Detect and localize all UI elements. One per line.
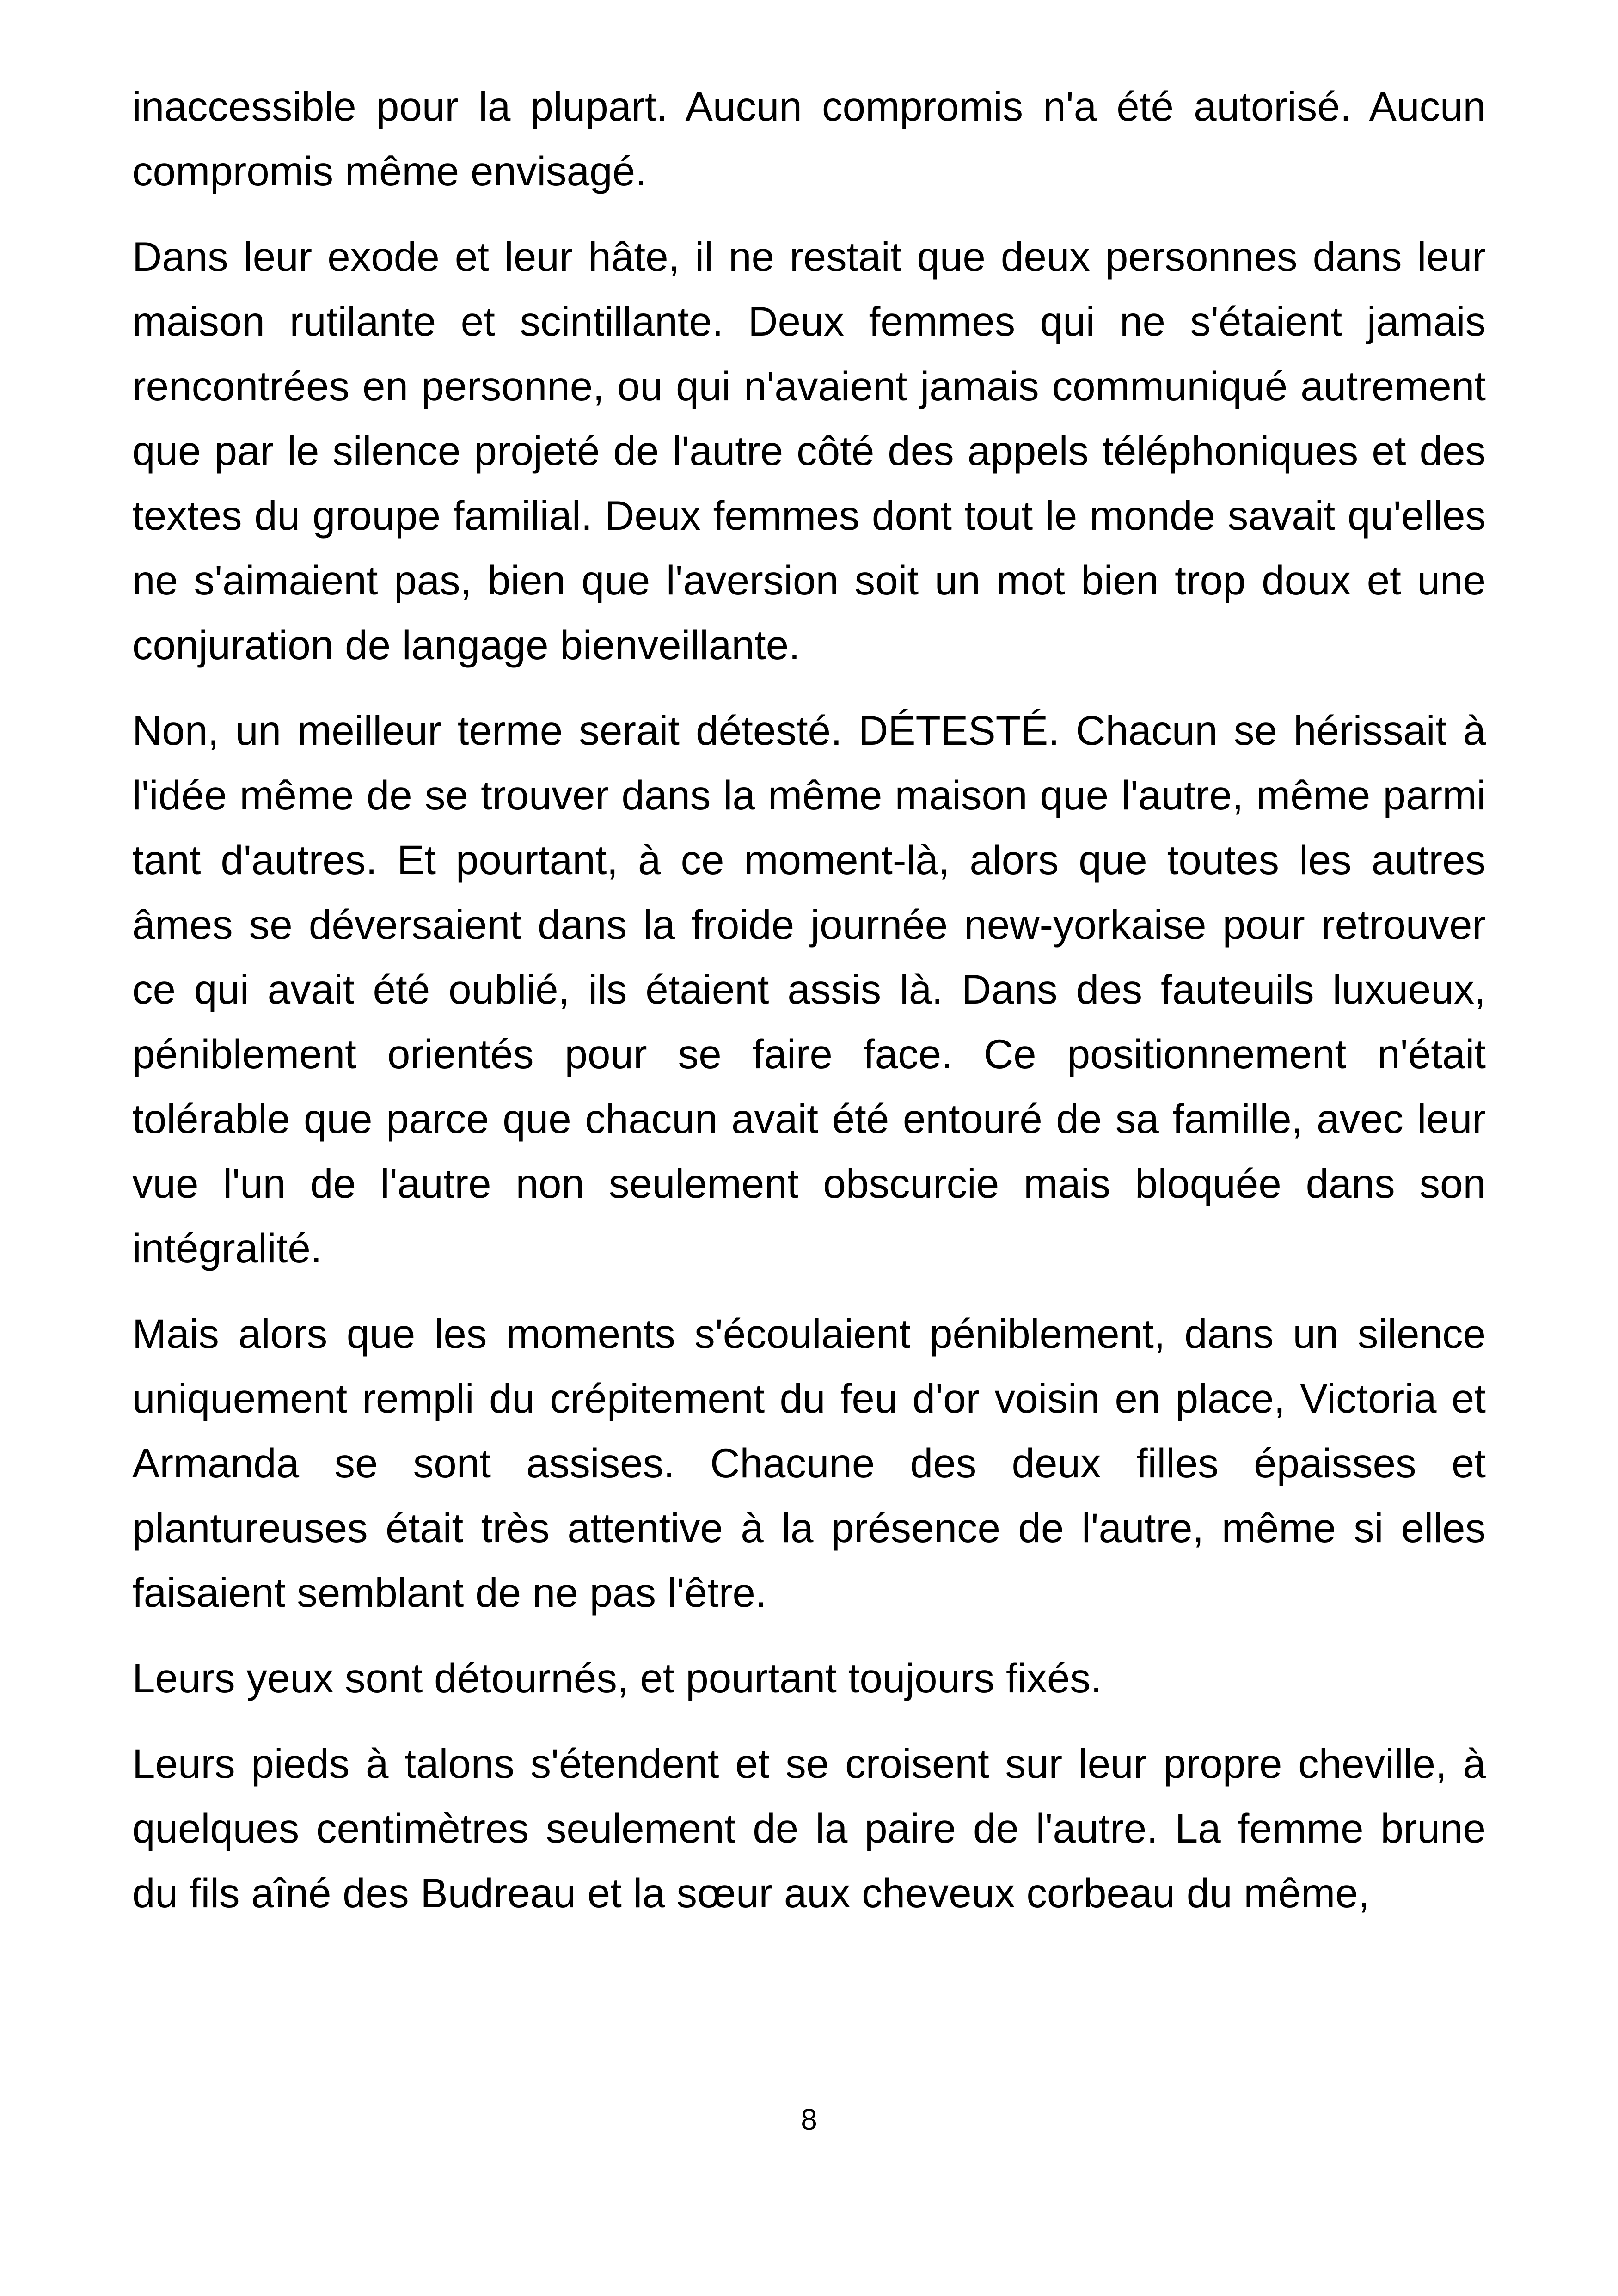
paragraph-1: inaccessible pour la plupart. Aucun compromis n'a été autorisé. Aucun compromis même envisagé. bbox=[132, 83, 1486, 194]
paragraph-3: Non, un meilleur terme serait détesté. DÉTESTÉ. Chacun se hérissait à l'idée même de se trouver dans la même maison que l'autre, même parmi tant d'autres. Et pourtant, à ce moment-là, alors que toutes les autres âmes se déversaient dans la froide journée new-yorkaise pour retrouver ce qui avait été oublié, ils étaient assis là. Dans des fauteuils luxueux, péniblement orientés pour se faire face. Ce positionnement n'était tolérable que parce que chacun avait été entouré de sa famille, avec leur vue l'un de l'autre non seulement obscurcie mais bloquée dans son intégralité. bbox=[132, 707, 1486, 1271]
page-number: 8 bbox=[801, 2103, 817, 2136]
paragraph-4: Mais alors que les moments s'écoulaient péniblement, dans un silence uniquement rempli du crépitement du feu d'or voisin en place, Victoria et Armanda se sont assises. Chacune des deux filles épaisses et plantureuses était très attentive à la présence de l'autre, même si elles faisaient semblant de ne pas l'être. bbox=[132, 1310, 1486, 1616]
body-text bbox=[132, 74, 1486, 1946]
paragraph-2: Dans leur exode et leur hâte, il ne restait que deux personnes dans leur maison rutilante et scintillante. Deux femmes qui ne s'étaient jamais rencontrées en personne, ou qui n'avaient jamais communiqué autrement que par le silence projeté de l'autre côté des appels téléphoniques et des textes du groupe familial. Deux femmes dont tout le monde savait qu'elles ne s'aimaient pas, bien que l'aversion soit un mot bien trop doux et une conjuration de langage bienveillante. bbox=[132, 233, 1486, 668]
paragraph-5: Leurs yeux sont détournés, et pourtant toujours fixés. bbox=[132, 1655, 1102, 1701]
paragraph-6: Leurs pieds à talons s'étendent et se croisent sur leur propre cheville, à quelques centimètres seulement de la paire de l'autre. La femme brune du fils aîné des Budreau et la sœur aux cheveux corbeau du même, bbox=[132, 1740, 1486, 1916]
